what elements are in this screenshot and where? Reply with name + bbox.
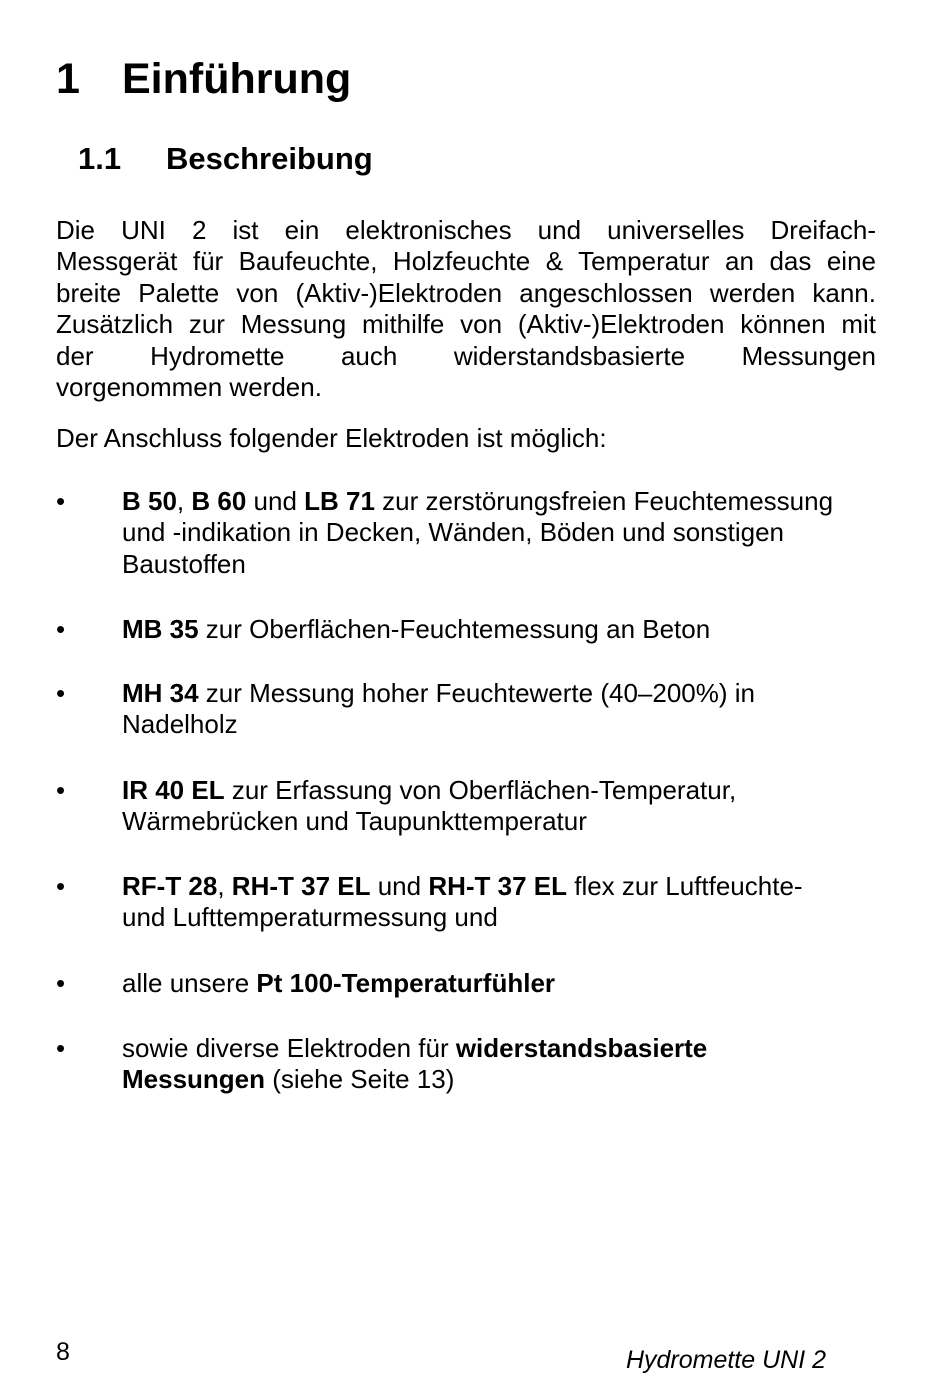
text-run: zur Oberflächen-Feuchtemessung an Beton bbox=[198, 614, 711, 644]
bullet-icon: • bbox=[56, 486, 66, 516]
list-item-line bbox=[122, 968, 886, 999]
electrode-name: RH-T 37 EL bbox=[428, 871, 567, 901]
list-item-line bbox=[122, 517, 886, 548]
electrode-name: B 50 bbox=[122, 486, 177, 516]
electrode-name: LB 71 bbox=[304, 486, 375, 516]
list-item-line bbox=[122, 775, 886, 806]
chapter-heading bbox=[56, 50, 351, 108]
electrode-name: RH-T 37 EL bbox=[231, 871, 371, 901]
list-item bbox=[56, 614, 886, 645]
text-run: , bbox=[217, 871, 232, 901]
list-item-line bbox=[122, 871, 886, 902]
electrode-name: MB 35 bbox=[122, 614, 199, 644]
list-item-text bbox=[122, 614, 886, 645]
section-title: Beschreibung bbox=[166, 141, 373, 176]
list-item-line bbox=[122, 549, 886, 580]
list-item bbox=[56, 968, 886, 999]
list-item-text bbox=[122, 1033, 886, 1096]
list-item-line bbox=[122, 1064, 886, 1095]
list-item-text bbox=[122, 968, 886, 999]
footer-title: Hydromette UNI 2 bbox=[625, 1346, 826, 1374]
text-run: und bbox=[370, 871, 429, 901]
electrode-name: widerstandsbasierte bbox=[455, 1033, 708, 1063]
electrode-name: Messungen bbox=[122, 1064, 266, 1095]
list-item-line bbox=[122, 678, 886, 709]
bullet-icon: • bbox=[56, 614, 66, 644]
intro-line: breite Palette von (Aktiv-)Elektroden angeschlossen werden kann. bbox=[56, 277, 876, 308]
text-run: zur Erfassung von Oberflächen-Temperatur, bbox=[224, 775, 737, 805]
section-number: 1.1 bbox=[78, 141, 122, 176]
bullet-icon: • bbox=[56, 1033, 66, 1063]
text-run: zur Messung hoher Feuchtewerte (40–200%) in bbox=[198, 678, 755, 708]
intro-line: Messgerät für Baufeuchte, Holzfeuchte & Temperatur an das eine bbox=[56, 246, 876, 277]
list-item bbox=[56, 486, 886, 580]
list-item-text bbox=[122, 871, 886, 934]
list-item-line bbox=[122, 614, 886, 645]
list-item bbox=[56, 775, 886, 838]
list-item-line bbox=[122, 806, 886, 837]
list-item bbox=[56, 1033, 886, 1096]
bullet-icon: • bbox=[56, 678, 66, 708]
lead-sentence: Der Anschluss folgender Elektroden ist möglich: bbox=[56, 423, 607, 453]
bullet-icon: • bbox=[56, 775, 66, 805]
intro-line: Zusätzlich zur Messung mithilfe von (Aktiv-)Elektroden können mit bbox=[56, 309, 876, 340]
intro-line: vorgenommen werden. bbox=[56, 372, 322, 403]
electrode-name: RF-T 28 bbox=[122, 871, 218, 901]
electrode-name: IR 40 EL bbox=[122, 775, 225, 805]
text-run: flex zur Luftfeuchte- bbox=[567, 871, 803, 901]
text-run: , bbox=[176, 486, 192, 516]
text-run: zur zerstörungsfreien Feuchtemessung bbox=[374, 486, 834, 516]
bullet-icon: • bbox=[56, 968, 66, 998]
text-run: und bbox=[246, 486, 305, 516]
list-item bbox=[56, 678, 886, 741]
intro-line: Die UNI 2 ist ein elektronisches und universelles Dreifach- bbox=[56, 215, 876, 245]
text-run: und Lufttemperaturmessung und bbox=[122, 902, 498, 933]
page-number: 8 bbox=[56, 1338, 70, 1366]
list-item-text bbox=[122, 486, 886, 580]
chapter-title: Einführung bbox=[122, 55, 352, 103]
text-run: Baustoffen bbox=[122, 548, 246, 579]
text-run: alle unsere bbox=[122, 968, 257, 998]
text-run: sowie diverse Elektroden für bbox=[122, 1033, 456, 1063]
list-item-line bbox=[122, 709, 886, 740]
list-item bbox=[56, 871, 886, 934]
electrode-name: B 60 bbox=[191, 486, 247, 516]
electrode-name: MH 34 bbox=[122, 678, 199, 708]
list-item-line bbox=[122, 486, 886, 517]
list-item-line bbox=[122, 902, 886, 933]
text-run: (siehe Seite 13) bbox=[265, 1064, 455, 1095]
list-item-text bbox=[122, 775, 886, 838]
chapter-number: 1 bbox=[56, 55, 80, 103]
text-run: und -indikation in Decken, Wänden, Böden und sonstigen bbox=[122, 517, 784, 548]
text-run: Nadelholz bbox=[122, 709, 238, 740]
intro-line: der Hydromette auch widerstandsbasierte Messungen bbox=[56, 340, 876, 371]
electrode-name: Pt 100-Temperaturfühler bbox=[256, 968, 556, 998]
bullet-icon: • bbox=[56, 871, 66, 901]
section-heading bbox=[78, 137, 373, 181]
text-run: Wärmebrücken und Taupunkttemperatur bbox=[122, 806, 587, 837]
list-item-line bbox=[122, 1033, 886, 1064]
list-item-text bbox=[122, 678, 886, 741]
intro-paragraph bbox=[56, 215, 876, 403]
